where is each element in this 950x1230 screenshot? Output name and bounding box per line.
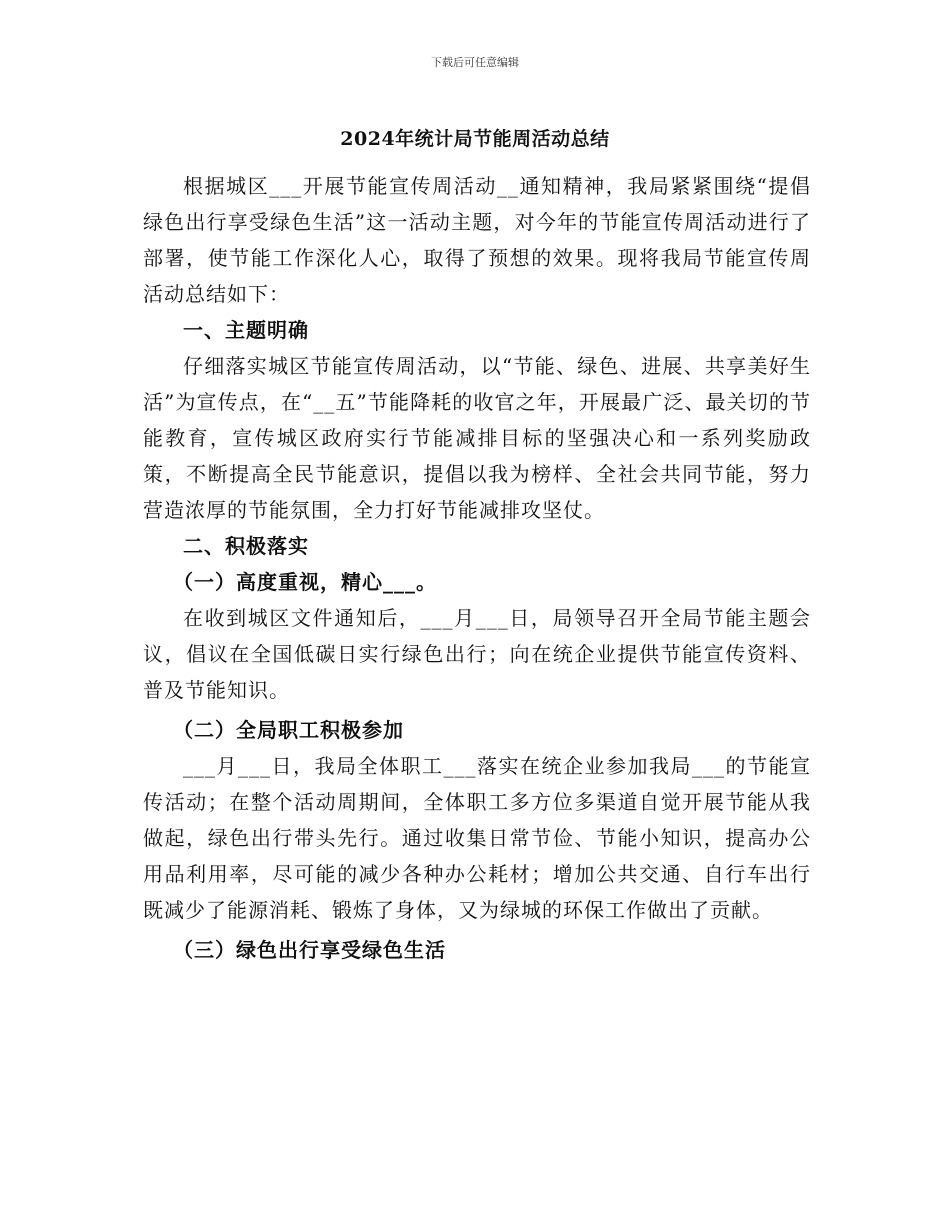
document-body [143,168,811,968]
section-paragraph-1: 仔细落实城区节能宣传周活动，以“节能、绿色、进展、共享美好生活”为宣传点，在“__五”节能降耗的收官之年，开展最广泛、最关切的节能教育，宣传城区政府实行节能减排目标的坚强决心和一系列奖励政策，不断提高全民节能意识，提倡以我为榜样、全社会共同节能，努力营造浓厚的节能氛围，全力打好节能减排攻坚仗。 [143,354,811,522]
subsection-paragraph-2: ___月___日，我局全体职工___落实在统企业参加我局___的节能宣传活动；在整个活动周期间，全体职工多方位多渠道自觉开展节能从我做起，绿色出行带头先行。通过收集日常节俭、节能小知识，提高办公用品利用率，尽可能的减少各种办公耗材；增加公共交通、自行车出行既减少了能源消耗、锻炼了身体，又为绿城的环保工作做出了贡献。 [143,754,811,922]
subsection-heading-1: （一）高度重视，精心___。 [173,570,437,594]
intro-paragraph: 根据城区___开展节能宣传周活动__通知精神，我局紧紧围绕“提倡绿色出行享受绿色生活”这一活动主题，对今年的节能宣传周活动进行了部署，使节能工作深化人心，取得了预想的效果。现将我局节能宣传周活动总结如下： [143,174,811,306]
document-title: 2024年统计局节能周活动总结 [340,128,610,150]
subsection-heading-2: （二）全局职工积极参加 [173,718,404,742]
header-note: 下载后可任意编辑 [431,56,519,69]
section-heading-1: 一、主题明确 [183,318,309,342]
section-heading-2: 二、积极落实 [183,534,309,558]
subsection-paragraph-1: 在收到城区文件通知后，___月___日，局领导召开全局节能主题会议，倡议在全国低碳日实行绿色出行；向在统企业提供节能宣传资料、普及节能知识。 [143,606,811,702]
subsection-heading-3: （三）绿色出行享受绿色生活 [173,938,446,962]
